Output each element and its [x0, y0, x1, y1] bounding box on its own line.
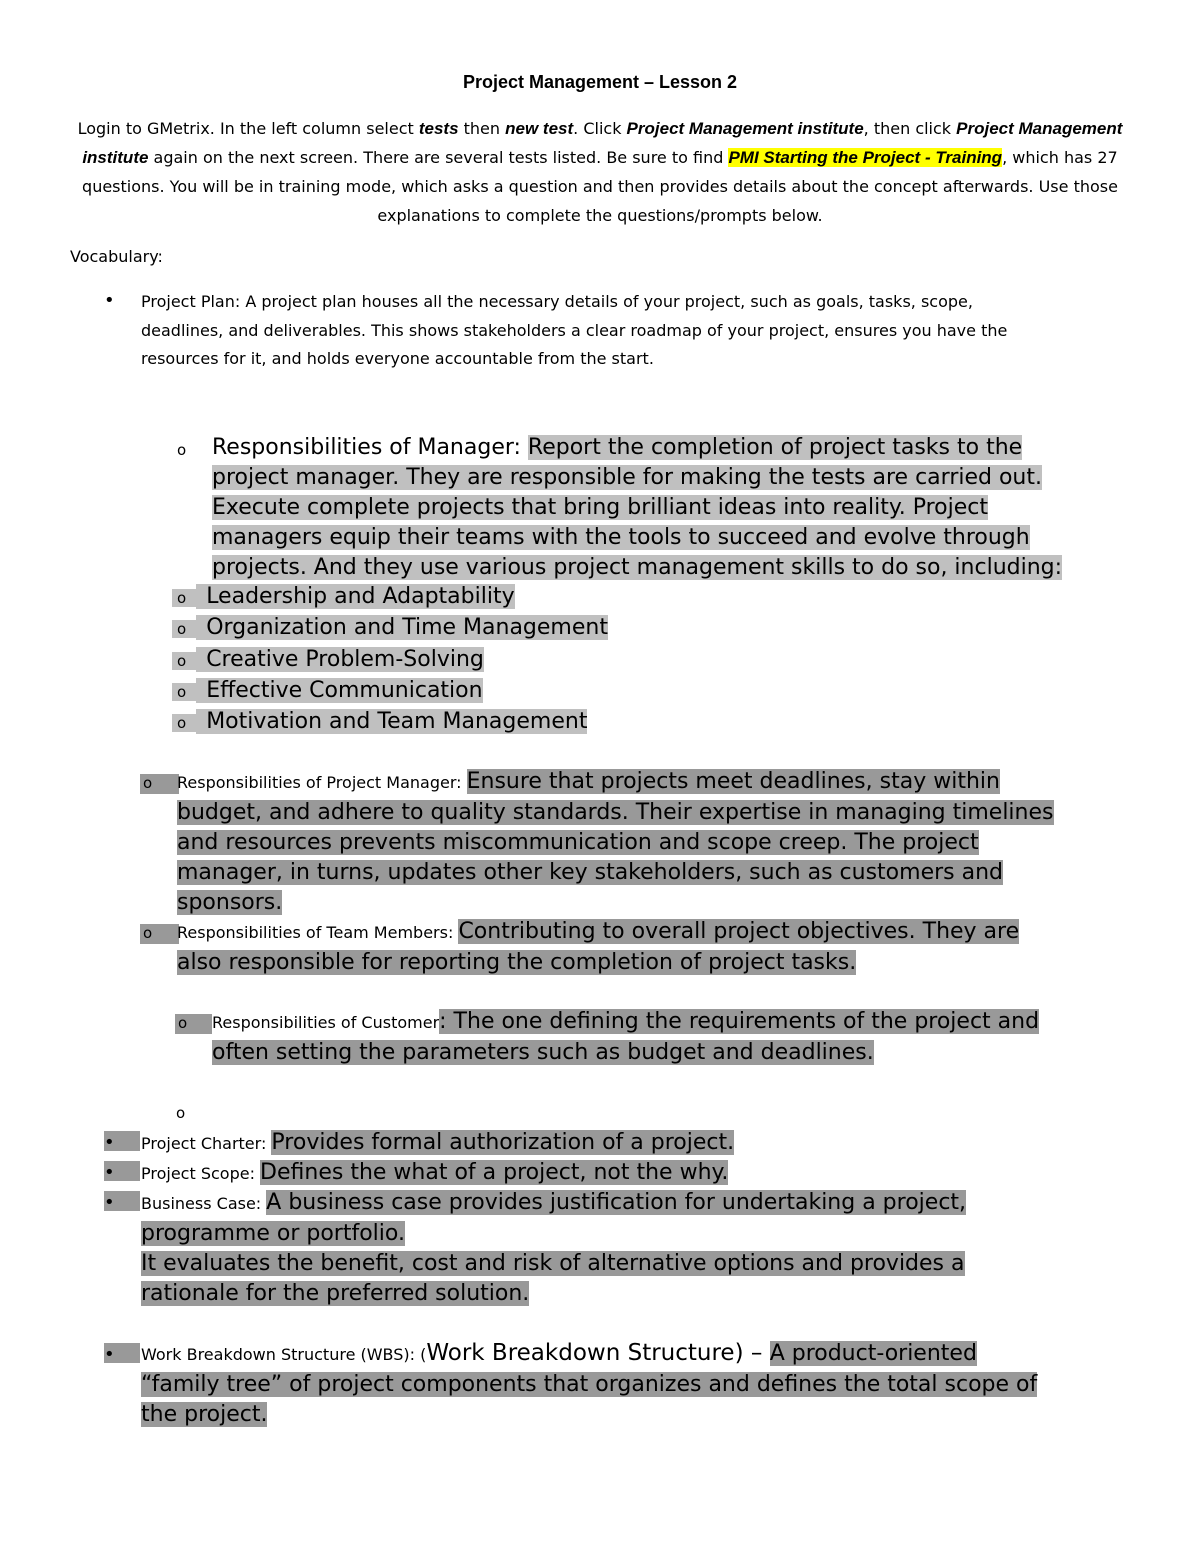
intro-bold-new-test: new test: [505, 119, 574, 138]
circle-bullet-icon: o: [140, 774, 179, 794]
manager-line: Report the completion of project tasks to the: [527, 435, 1023, 460]
customer-line: often setting the parameters such as budget and deadlines.: [212, 1040, 874, 1065]
business-case-line: rationale for the preferred solution.: [141, 1281, 530, 1306]
circle-bullet-icon: o: [140, 924, 179, 944]
customer-line: : The one defining the requirements of the project and: [439, 1009, 1040, 1034]
skill-label: Leadership and Adaptability: [196, 584, 514, 609]
manager-line: managers equip their teams with the tools to succeed and evolve through: [212, 525, 1030, 550]
project-plan-line: deadlines, and deliverables. This shows stakeholders a clear roadmap of your project, ensures you have the: [141, 320, 1008, 340]
project-scope-text: Defines the what of a project, not the why.: [260, 1160, 729, 1185]
project-plan-label: Project Plan:: [141, 292, 241, 311]
circle-bullet-icon: o: [172, 620, 196, 638]
intro-text-4: , then click: [863, 119, 957, 138]
wbs-line: “family tree” of project components that organizes and defines the total scope of: [141, 1372, 1038, 1397]
bullet-icon: •: [104, 1132, 115, 1153]
skill-list-item: [172, 676, 483, 707]
intro-bold-pmi-2: Project Management institute: [82, 119, 1123, 167]
bullet-icon: •: [104, 1192, 115, 1213]
skill-list-item: [172, 707, 587, 738]
project-plan-item: [141, 288, 1007, 374]
skill-list-item: [172, 582, 515, 613]
manager-responsibilities: [212, 433, 1062, 583]
team-members-line: Contributing to overall project objectives. They are: [458, 919, 1020, 944]
intro-text-1: Login to GMetrix. In the left column select: [77, 119, 419, 138]
page-title: Project Management – Lesson 2: [462, 72, 738, 92]
project-scope-label: Project Scope:: [141, 1164, 261, 1183]
project-charter-text: Provides formal authorization of a project.: [271, 1130, 735, 1155]
project-manager-line: manager, in turns, updates other key stakeholders, such as customers and: [177, 860, 1003, 885]
project-plan-line: A project plan houses all the necessary details of your project, such as goals, tasks, scope,: [245, 292, 973, 311]
intro-text-6: , which has 27 questions. You will be in training mode, which asks a question and then provides details about the concept afterwards. Use those explanations to complete the questions/prompts below.: [82, 148, 1118, 225]
circle-bullet-icon: o: [172, 589, 196, 607]
skill-list-item: [172, 645, 484, 676]
customer-responsibilities: [212, 1007, 1039, 1068]
skill-list-item: [172, 613, 608, 644]
business-case-line: It evaluates the benefit, cost and risk of alternative options and provides a: [141, 1251, 965, 1276]
intro-highlight-test-name: PMI Starting the Project - Training: [728, 148, 1003, 167]
intro-text-5: again on the next screen. There are several tests listed. Be sure to find: [148, 148, 729, 167]
team-members-label: Responsibilities of Team Members:: [177, 923, 459, 942]
team-members-line: also responsible for reporting the completion of project tasks.: [177, 950, 857, 975]
project-plan-line: resources for it, and holds everyone accountable from the start.: [141, 349, 654, 368]
project-charter-item: [141, 1128, 734, 1159]
wbs-term: Work Breakdown Structure) –: [426, 1340, 770, 1366]
project-manager-line: Ensure that projects meet deadlines, stay within: [466, 769, 1000, 794]
skill-label: Effective Communication: [196, 678, 482, 703]
circle-bullet-icon: o: [172, 652, 196, 670]
intro-bold-pmi-1: Project Management institute: [626, 119, 864, 138]
bullet-icon: •: [104, 290, 115, 311]
intro-bold-tests: tests: [418, 119, 459, 138]
business-case-line: A business case provides justification for undertaking a project,: [266, 1190, 967, 1215]
wbs-label: Work Breakdown Structure (WBS): (: [141, 1345, 427, 1364]
manager-line: project manager. They are responsible for making the tests are carried out.: [212, 465, 1042, 490]
project-manager-line: sponsors.: [177, 890, 283, 915]
project-scope-item: [141, 1158, 728, 1189]
intro-paragraph: [68, 114, 1132, 230]
empty-list-marker: o: [176, 1104, 186, 1122]
circle-bullet-icon: o: [175, 1014, 212, 1034]
customer-label: Responsibilities of Customer: [212, 1013, 440, 1032]
project-manager-line: and resources prevents miscommunication and scope creep. The project: [177, 830, 979, 855]
business-case-item: [141, 1188, 966, 1309]
project-charter-label: Project Charter:: [141, 1134, 272, 1153]
skill-label: Motivation and Team Management: [196, 709, 587, 734]
bullet-icon: •: [104, 1344, 115, 1365]
circle-bullet-icon: o: [172, 714, 196, 732]
business-case-label: Business Case:: [141, 1194, 267, 1213]
skill-label: Creative Problem-Solving: [196, 647, 484, 672]
circle-bullet-icon: o: [172, 683, 196, 701]
vocabulary-heading: Vocabulary:: [70, 247, 163, 266]
team-members-responsibilities: [177, 917, 1019, 978]
circle-bullet-icon: o: [177, 441, 187, 459]
project-manager-label: Responsibilities of Project Manager:: [177, 773, 467, 792]
skill-label: Organization and Time Management: [196, 615, 608, 640]
wbs-line: A product-oriented: [769, 1341, 977, 1366]
project-manager-responsibilities: [177, 767, 1054, 918]
business-case-line: programme or portfolio.: [141, 1221, 405, 1246]
bullet-icon: •: [104, 1162, 115, 1183]
manager-label: Responsibilities of Manager:: [212, 435, 528, 460]
intro-text-2: then: [458, 119, 506, 138]
manager-line: projects. And they use various project management skills to do so, including:: [212, 555, 1063, 580]
wbs-line: the project.: [141, 1402, 268, 1427]
wbs-item: [141, 1338, 1037, 1430]
project-manager-line: budget, and adhere to quality standards. Their expertise in managing timelines: [177, 800, 1054, 825]
manager-line: Execute complete projects that bring brilliant ideas into reality. Project: [212, 495, 988, 520]
intro-text-3: . Click: [573, 119, 627, 138]
